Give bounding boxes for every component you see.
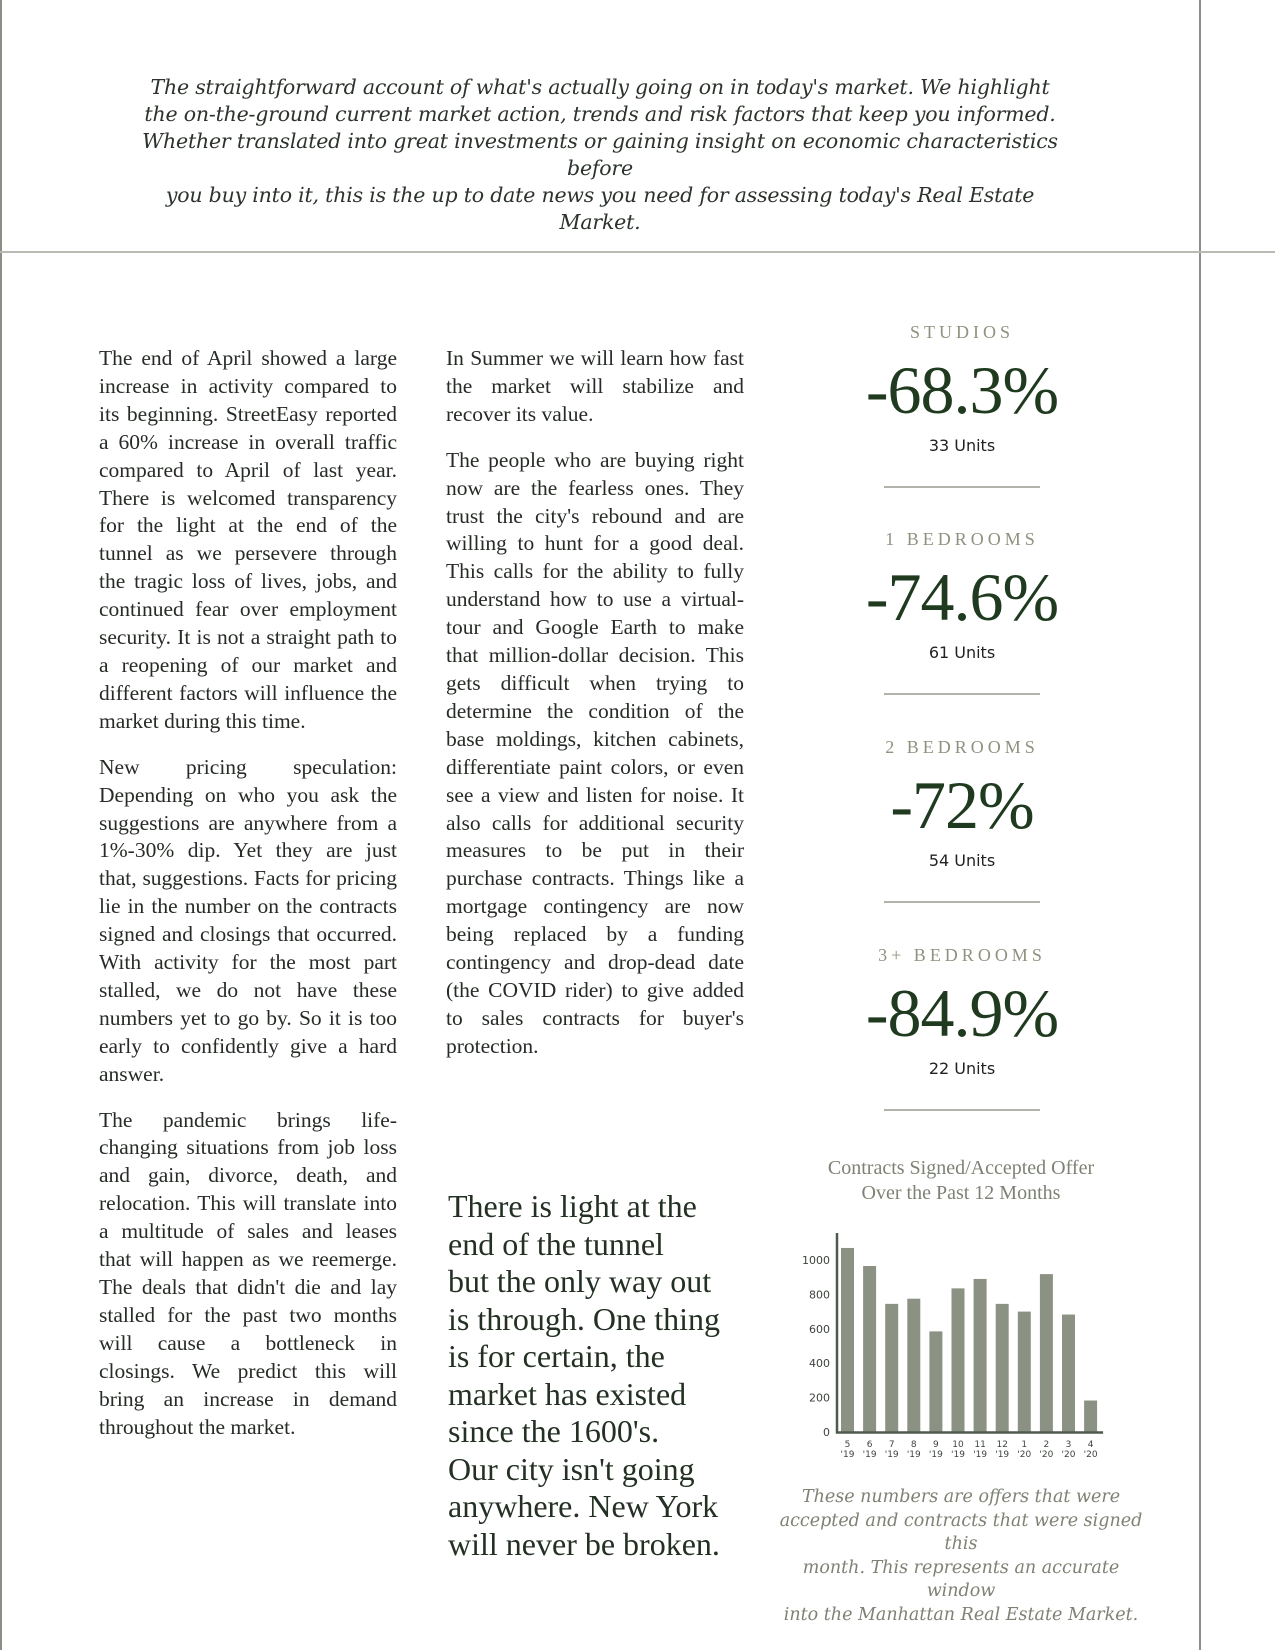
stat-units: 61 Units — [928, 643, 996, 662]
y-tick-label: 600 — [809, 1322, 830, 1336]
stat-label: STUDIOS — [909, 322, 1014, 342]
stat-label: 1 BEDROOMS — [885, 529, 1039, 549]
bar — [1040, 1274, 1053, 1432]
stat-units: 22 Units — [928, 1059, 996, 1078]
page-border-right — [1199, 0, 1201, 1650]
bar — [885, 1304, 898, 1432]
y-tick-label: 400 — [809, 1357, 830, 1371]
stat-units: 33 Units — [928, 436, 996, 455]
x-tick-label: '19 — [995, 1450, 1010, 1460]
x-tick-label: 7 — [888, 1440, 895, 1450]
contracts-bar-chart — [780, 1220, 1120, 1470]
x-tick-label: 5 — [844, 1440, 851, 1450]
chart-title-line: Over the Past 12 Months — [861, 1182, 1061, 1204]
stat-label: 2 BEDROOMS — [885, 737, 1039, 757]
bar — [1062, 1315, 1075, 1432]
quote-line: market has existed — [448, 1375, 687, 1412]
bar — [929, 1331, 942, 1432]
y-tick-label: 800 — [809, 1288, 830, 1302]
quote-line: will never be broken. — [448, 1525, 720, 1562]
x-tick-label: 6 — [866, 1440, 873, 1450]
x-tick-label: 12 — [996, 1440, 1008, 1450]
stat-divider — [884, 1109, 1040, 1111]
x-tick-label: 8 — [910, 1440, 917, 1450]
bar — [1084, 1401, 1097, 1432]
intro-line: the on-the-ground current market action, trends and risk factors that keep you informed. — [144, 102, 1056, 126]
stat-2-bedrooms — [842, 735, 1082, 903]
bar — [974, 1279, 987, 1432]
bar — [907, 1299, 920, 1432]
stat-3-plus-bedrooms — [842, 943, 1082, 1111]
quote-line: is for certain, the — [448, 1338, 665, 1374]
intro-line: The straightforward account of what's actually going on in today's market. We highlight — [150, 75, 1050, 99]
stat-divider — [884, 901, 1040, 903]
x-tick-label: '19 — [884, 1450, 899, 1460]
quote-line: Our city isn't going — [448, 1450, 695, 1487]
chart-title — [770, 1156, 1152, 1206]
quote-line: There is light at the — [448, 1188, 697, 1224]
quote-line: anywhere. New York — [448, 1488, 719, 1524]
intro-line: Whether translated into great investments or gaining insight on economic characteristics before — [142, 129, 1058, 180]
chart-title-line: Contracts Signed/Accepted Offer — [827, 1157, 1095, 1179]
stat-value: -68.3% — [865, 352, 1059, 428]
x-tick-label: 3 — [1065, 1440, 1072, 1450]
stat-units: 54 Units — [928, 851, 996, 870]
bar — [1018, 1312, 1031, 1432]
page-border-left — [0, 0, 2, 1650]
quote-line: end of the tunnel — [448, 1225, 664, 1262]
x-tick-label: 9 — [933, 1440, 939, 1450]
stat-label: 3+ BEDROOMS — [878, 945, 1046, 965]
x-tick-label: 4 — [1087, 1440, 1094, 1450]
x-tick-label: '19 — [951, 1450, 965, 1460]
caption-line: month. This represents an accurate window — [802, 1557, 1120, 1601]
paragraph: The people who are buying right now are the fearless ones. They trust the city's rebound and are willing to hunt for a good deal. This calls for the ability to fully understand how to use a virtual-tour and Google Earth to make that million-dollar decision. This gets difficult when trying to determine the condition of the base moldings, kitchen cabinets, differentiate paint colors, or even see a view and listen for noise. It also calls for additional security measures to be put in their purchase contracts. Things like a mortgage contingency are now being replaced by a funding contingency and drop-dead date (the COVID rider) to give added to sales contracts for buyer's protection. — [446, 447, 744, 1058]
chart-caption — [770, 1486, 1152, 1627]
x-tick-label: '20 — [1061, 1450, 1076, 1460]
quote-line: but the only way out — [448, 1263, 712, 1299]
header-divider — [0, 251, 1275, 253]
caption-line: These numbers are offers that were — [801, 1487, 1121, 1507]
x-tick-label: 2 — [1043, 1440, 1050, 1450]
paragraph: The end of April showed a large increase in activity compared to its beginning. StreetEasy reported a 60% increase in overall traffic compared to April of last year. There is welcomed transparency for the light at the end of the tunnel as we persevere through the tragic loss of lives, jobs, and continued fear over employment security. It is not a straight path to a reopening of our market and different factors will influence the market during this time. — [99, 346, 397, 733]
paragraph: The pandemic brings life-changing situations from job loss and gain, divorce, death, and relocation. This will translate into a multitude of sales and leases that will happen as we reemerge. The deals that didn't die and lay stalled for the past two months will cause a bottleneck in closings. We predict this will bring an increase in demand throughout the market. — [99, 1107, 397, 1439]
quote-line: since the 1600's. — [448, 1413, 660, 1449]
left-column — [99, 345, 397, 1459]
x-tick-label: '19 — [928, 1450, 943, 1460]
y-tick-label: 0 — [823, 1426, 830, 1439]
bar — [952, 1288, 965, 1432]
caption-line: accepted and contracts that were signed this — [779, 1510, 1143, 1554]
x-tick-label: '20 — [1017, 1450, 1032, 1460]
x-tick-label: 10 — [952, 1440, 964, 1450]
stat-divider — [884, 486, 1040, 488]
bar — [996, 1304, 1009, 1432]
x-tick-label: '19 — [862, 1450, 877, 1460]
bar — [863, 1266, 876, 1432]
stat-1-bedrooms — [842, 527, 1082, 695]
paragraph: In Summer we will learn how fast the market will stabilize and recover its value. — [446, 346, 744, 426]
middle-column — [446, 345, 744, 1079]
x-tick-label: '19 — [973, 1450, 988, 1460]
caption-line: into the Manhattan Real Estate Market. — [783, 1604, 1139, 1625]
x-tick-label: '20 — [1039, 1450, 1054, 1460]
paragraph: New pricing speculation: Depending on who you ask the suggestions are anywhere from a 1%-30% dip. Yet they are just that, suggestions. Facts for pricing lie in the number on the contracts signed and closings that occurred. With activity for the most part stalled, we do not have these numbers yet to go by. So it is too early to confidently give a hard answer. — [99, 754, 397, 1086]
pull-quote — [448, 1188, 758, 1563]
x-tick-label: '19 — [906, 1450, 921, 1460]
intro-line: you buy into it, this is the up to date news you need for assessing today's Real Estate Market. — [165, 183, 1035, 234]
intro-text — [130, 74, 1070, 236]
stat-studios — [842, 320, 1082, 488]
y-tick-label: 200 — [809, 1391, 830, 1405]
x-tick-label: '19 — [840, 1450, 855, 1460]
x-tick-label: 11 — [974, 1440, 986, 1450]
y-tick-label: 1000 — [802, 1254, 830, 1267]
quote-line: is through. One thing — [448, 1300, 720, 1337]
x-tick-label: 1 — [1021, 1440, 1028, 1450]
stat-value: -72% — [890, 767, 1034, 843]
x-tick-label: '20 — [1083, 1450, 1098, 1460]
stat-value: -74.6% — [865, 559, 1059, 635]
stat-divider — [884, 693, 1040, 695]
bar — [841, 1248, 854, 1432]
stat-value: -84.9% — [865, 975, 1059, 1051]
